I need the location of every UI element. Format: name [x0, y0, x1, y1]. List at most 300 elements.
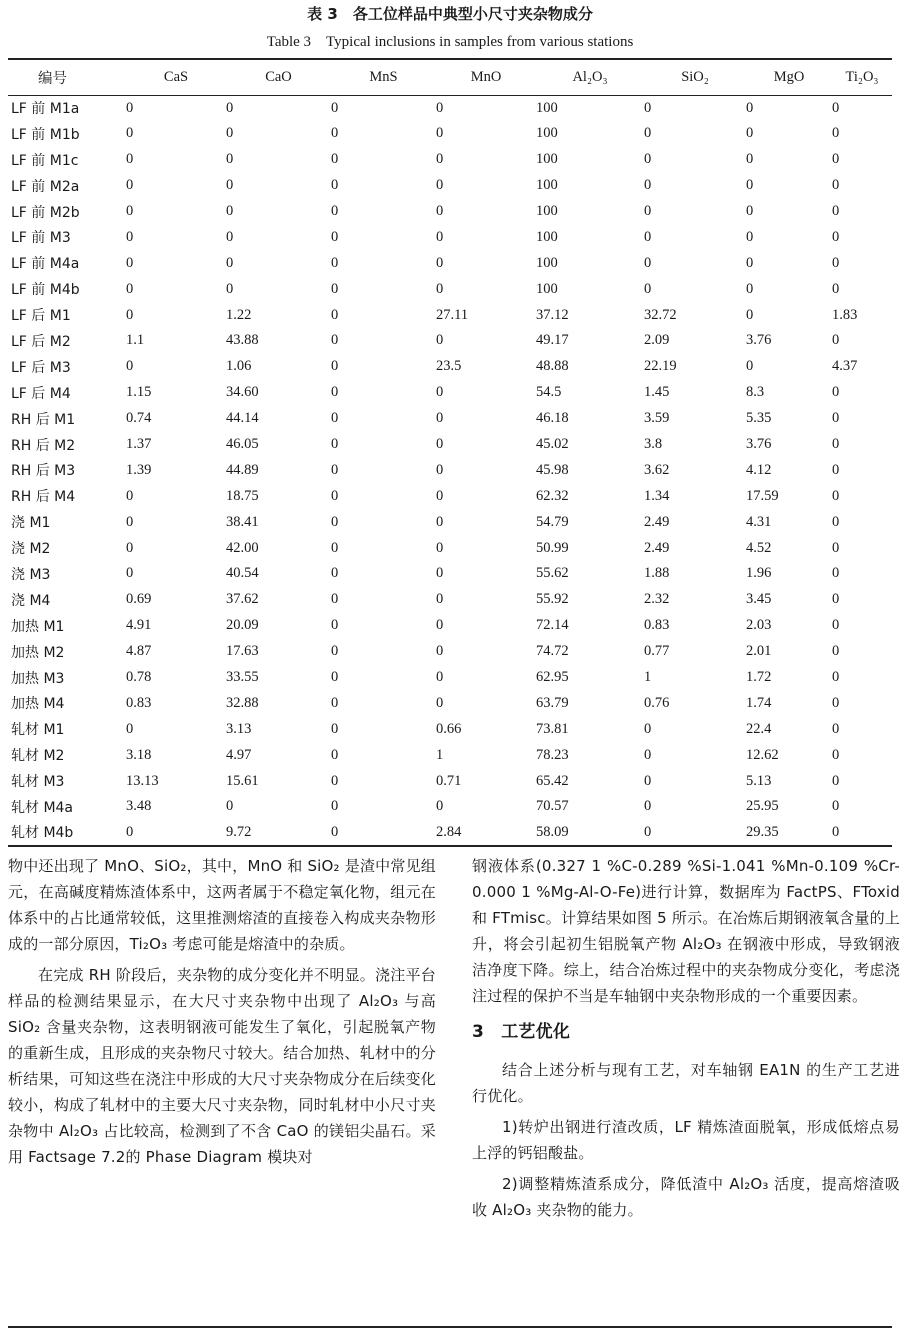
value-cell: 0 [226, 99, 234, 116]
value-cell: 3.76 [746, 332, 772, 349]
value-cell: 70.57 [536, 798, 569, 815]
table-row [8, 173, 892, 199]
value-cell: 0 [644, 99, 652, 116]
column-header: Al₂O₃ [536, 59, 644, 95]
value-cell: 100 [536, 177, 558, 194]
value-cell: 0 [331, 591, 339, 608]
value-cell: 0.69 [126, 591, 152, 608]
value-cell: 0 [226, 280, 234, 297]
value-cell: 5.35 [746, 410, 772, 427]
value-cell: 0 [226, 254, 234, 271]
value-cell: 2.09 [644, 332, 670, 349]
value-cell: 0.76 [644, 694, 670, 711]
value-cell: 0 [436, 669, 444, 686]
sample-id-cell: RH 后 M2 [11, 437, 76, 454]
value-cell: 0 [644, 820, 746, 846]
value-cell: 40.54 [226, 565, 259, 582]
value-cell: 0 [644, 798, 652, 815]
value-cell: 0 [832, 461, 840, 478]
value-cell: 9.72 [226, 820, 331, 846]
value-cell: 44.14 [226, 410, 259, 427]
value-cell: 2.49 [644, 539, 670, 556]
value-cell: 0 [832, 694, 840, 711]
value-cell: 1.74 [746, 694, 772, 711]
value-cell: 0 [331, 539, 339, 556]
table-row [8, 276, 892, 302]
value-cell: 0 [832, 772, 840, 789]
column-header: MnO [436, 59, 536, 95]
value-cell: 0 [331, 820, 436, 846]
value-cell: 0 [644, 228, 652, 245]
sample-id-cell: 轧材 M2 [11, 748, 65, 765]
column-header: CaS [126, 59, 226, 95]
value-cell: 0 [832, 720, 840, 737]
value-cell: 0 [226, 177, 234, 194]
value-cell: 0 [331, 228, 339, 245]
value-cell: 0 [644, 254, 652, 271]
sample-id-cell: 轧材 M4b [8, 820, 126, 846]
value-cell: 37.12 [536, 306, 569, 323]
value-cell: 0 [832, 436, 840, 453]
value-cell: 3.13 [226, 720, 252, 737]
value-cell: 0.78 [126, 669, 152, 686]
value-cell: 1.96 [746, 565, 772, 582]
value-cell: 0 [832, 254, 840, 271]
value-cell: 0 [331, 643, 339, 660]
table-row [8, 250, 892, 276]
table-row [8, 535, 892, 561]
value-cell: 33.55 [226, 669, 259, 686]
value-cell: 55.62 [536, 565, 569, 582]
value-cell: 0 [226, 798, 234, 815]
value-cell: 32.88 [226, 694, 259, 711]
value-cell: 0 [436, 617, 444, 634]
table-row [8, 224, 892, 250]
sample-id-cell: LF 前 M4a [11, 256, 80, 273]
value-cell: 37.62 [226, 591, 259, 608]
sample-id-cell: LF 前 M4b [11, 282, 80, 299]
value-cell: 5.13 [746, 772, 772, 789]
value-cell: 0 [436, 487, 444, 504]
value-cell: 2.49 [644, 513, 670, 530]
value-cell: 1.34 [644, 487, 670, 504]
value-cell: 0 [832, 99, 840, 116]
value-cell: 0 [832, 591, 840, 608]
table-caption-english: Table 3 Typical inclusions in samples from various stations [266, 34, 634, 50]
table-row [8, 121, 892, 147]
list-item: 2)调整精炼渣系成分，降低渣中 Al₂O₃ 活度，提高熔渣吸收 Al₂O₃ 夹杂物的能力。 [472, 1175, 900, 1219]
value-cell: 62.32 [536, 487, 569, 504]
value-cell: 0 [436, 125, 444, 142]
table-row [8, 432, 892, 458]
value-cell: 0 [746, 177, 754, 194]
value-cell: 0 [126, 306, 134, 323]
value-cell: 0 [832, 617, 840, 634]
value-cell: 0 [126, 720, 134, 737]
sample-id-cell: 浇 M2 [11, 541, 51, 558]
value-cell: 20.09 [226, 617, 259, 634]
sample-id-cell: 加热 M1 [11, 618, 65, 635]
value-cell: 38.41 [226, 513, 259, 530]
value-cell: 0 [832, 125, 840, 142]
value-cell: 0 [436, 203, 444, 219]
value-cell: 1.06 [226, 358, 252, 375]
value-cell: 0 [644, 177, 652, 194]
value-cell: 0 [832, 669, 840, 686]
value-cell: 0 [226, 228, 234, 245]
sample-id-cell: LF 后 M1 [11, 308, 71, 325]
table-row [8, 820, 892, 846]
value-cell: 0.74 [126, 410, 152, 427]
value-cell: 0 [331, 798, 339, 815]
value-cell: 0 [832, 820, 892, 846]
value-cell: 0 [832, 410, 840, 427]
value-cell: 0 [331, 461, 339, 478]
value-cell: 0 [331, 358, 339, 375]
sample-id-cell: 浇 M3 [11, 566, 51, 583]
value-cell: 0 [126, 539, 134, 556]
value-cell: 0 [436, 539, 444, 556]
value-cell: 45.98 [536, 461, 569, 478]
table-row [8, 690, 892, 716]
value-cell: 0 [331, 565, 339, 582]
value-cell: 63.79 [536, 694, 569, 711]
value-cell: 0 [126, 177, 134, 194]
table-row [8, 639, 892, 665]
column-header: CaO [226, 59, 331, 95]
value-cell: 3.8 [644, 436, 663, 453]
value-cell: 23.5 [436, 358, 462, 375]
value-cell: 4.97 [226, 746, 252, 763]
paragraph: 钢液体系(0.327 1 %C-0.289 %Si-1.041 %Mn-0.109 %Cr-0.000 1 %Mg-Al-O-Fe)进行计算，数据库为 FactPS、FToxid 和 FTmisc。计算结果如图 5 所示。在冶炼后期钢液氧含量的上升，将会引起初生铝脱氧产物 Al₂O₃ 在钢液中形成，导致钢液洁净度下降。综上，结合冶炼过程中的夹杂物成分变化，考虑浇注过程的保护不当是车轴钢中夹杂物形成的一个重要因素。 [472, 857, 900, 1005]
value-cell: 0 [832, 280, 840, 297]
table-row [8, 483, 892, 509]
sample-id-cell: LF 前 M1a [11, 101, 80, 118]
value-cell: 0 [331, 203, 339, 219]
table-row [8, 328, 892, 354]
value-cell: 0 [126, 254, 134, 271]
sample-id-cell: 轧材 M1 [11, 722, 65, 739]
paragraph: 在完成 RH 阶段后，夹杂物的成分变化并不明显。浇注平台样品的检测结果显示，在大尺寸夹杂物中出现了 Al₂O₃ 与高 SiO₂ 含量夹杂物，这表明钢液可能发生了氧化，引起脱氧产物的重新生成，且形成的夹杂物尺寸较大。结合加热、轧材中的分析结果，可知这些在浇注中形成的大尺寸夹杂物成分在后续变化较小，构成了轧材中的主要大尺寸夹杂物，同时轧材中小尺寸夹杂物中 Al₂O₃ 占比较高，检测到了不含 CaO 的镁铝尖晶石。采用 Factsage 7.2的 Phase Diagram 模块对 [8, 966, 436, 1166]
paragraph: 物中还出现了 MnO、SiO₂，其中，MnO 和 SiO₂ 是渣中常见组元，在高碱度精炼渣体系中，这两者属于不稳定氧化物，组元在体系中的占比通常较低，这里推测熔渣的直接卷入构成夹杂物形成的一部分原因，Ti₂O₃ 考虑可能是熔渣中的杂质。 [8, 857, 436, 953]
sample-id-cell: RH 后 M1 [11, 411, 76, 428]
value-cell: 100 [536, 254, 558, 271]
value-cell: 4.37 [832, 358, 858, 375]
value-cell: 0 [331, 410, 339, 427]
value-cell: 0 [644, 125, 652, 142]
value-cell: 0 [746, 358, 754, 375]
value-cell: 2.32 [644, 591, 670, 608]
value-cell: 0 [832, 487, 840, 504]
value-cell: 0 [331, 436, 339, 453]
column-header: MgO [746, 59, 832, 95]
value-cell: 100 [536, 99, 558, 116]
value-cell: 0 [331, 746, 339, 763]
value-cell: 0 [832, 151, 840, 168]
value-cell: 49.17 [536, 332, 569, 349]
value-cell: 48.88 [536, 358, 569, 375]
value-cell: 0 [436, 643, 444, 660]
value-cell: 100 [536, 125, 558, 142]
value-cell: 0 [436, 280, 444, 297]
value-cell: 17.59 [746, 487, 779, 504]
value-cell: 0 [126, 228, 134, 245]
value-cell: 0 [436, 151, 444, 168]
table-row [8, 613, 892, 639]
value-cell: 58.09 [536, 820, 644, 846]
value-cell: 0.83 [126, 694, 152, 711]
value-cell: 0 [644, 203, 652, 219]
value-cell: 0 [126, 820, 226, 846]
value-cell: 1 [436, 746, 444, 763]
value-cell: 0 [331, 332, 339, 349]
value-cell: 0 [746, 228, 754, 245]
value-cell: 0 [126, 203, 134, 219]
table-row [8, 742, 892, 768]
sample-id-cell: LF 后 M4 [11, 385, 71, 402]
value-cell: 1.83 [832, 306, 858, 323]
value-cell: 0 [436, 384, 444, 401]
value-cell: 1.39 [126, 461, 152, 478]
value-cell: 0 [746, 99, 754, 116]
value-cell: 0 [436, 461, 444, 478]
sample-id-cell: LF 前 M1c [11, 152, 79, 169]
value-cell: 0 [331, 151, 339, 168]
sample-id-cell: 浇 M1 [11, 515, 51, 532]
value-cell: 0 [331, 669, 339, 686]
value-cell: 3.62 [644, 461, 670, 478]
value-cell: 25.95 [746, 798, 779, 815]
table-header-row [8, 59, 892, 95]
value-cell: 0 [436, 332, 444, 349]
sample-id-cell: 加热 M2 [11, 644, 65, 661]
value-cell: 0.71 [436, 772, 462, 789]
value-cell: 22.4 [746, 720, 772, 737]
value-cell: 0 [832, 565, 840, 582]
value-cell: 43.88 [226, 332, 259, 349]
sample-id-cell: RH 后 M4 [11, 489, 76, 506]
value-cell: 42.00 [226, 539, 259, 556]
value-cell: 29.35 [746, 820, 832, 846]
table-row [8, 302, 892, 328]
column-header: MnS [331, 59, 436, 95]
sample-id-cell: LF 后 M3 [11, 359, 71, 376]
value-cell: 1.45 [644, 384, 670, 401]
value-cell: 0 [746, 203, 754, 219]
sample-id-cell: LF 前 M2a [11, 178, 80, 195]
table-row [8, 457, 892, 483]
value-cell: 0 [436, 565, 444, 582]
value-cell: 1.1 [126, 332, 145, 349]
table-row [8, 716, 892, 742]
sample-id-cell: LF 前 M3 [11, 230, 71, 247]
sample-id-cell: 浇 M4 [11, 592, 51, 609]
value-cell: 100 [536, 228, 558, 245]
table-row [8, 587, 892, 613]
table-row [8, 199, 892, 225]
table-row [8, 561, 892, 587]
value-cell: 34.60 [226, 384, 259, 401]
value-cell: 72.14 [536, 617, 569, 634]
value-cell: 0 [832, 513, 840, 530]
value-cell: 0 [126, 358, 134, 375]
value-cell: 0 [126, 280, 134, 297]
table-row [8, 768, 892, 794]
value-cell: 0 [331, 99, 339, 116]
value-cell: 4.87 [126, 643, 152, 660]
inclusion-composition-table [8, 58, 892, 847]
value-cell: 18.75 [226, 487, 259, 504]
value-cell: 0.77 [644, 643, 670, 660]
table-caption-chinese: 表 3 各工位样品中典型小尺寸夹杂物成分 [307, 5, 593, 23]
sample-id-cell: 轧材 M4a [11, 799, 74, 816]
value-cell: 0 [331, 487, 339, 504]
value-cell: 3.45 [746, 591, 772, 608]
value-cell: 0 [746, 254, 754, 271]
table-row [8, 794, 892, 820]
value-cell: 0 [226, 151, 234, 168]
value-cell: 0 [746, 306, 754, 323]
table-row [8, 95, 892, 121]
sample-id-cell: LF 前 M2b [11, 204, 80, 221]
value-cell: 0 [436, 99, 444, 116]
value-cell: 0 [746, 280, 754, 297]
value-cell: 0 [644, 720, 652, 737]
value-cell: 4.91 [126, 617, 152, 634]
value-cell: 0 [331, 177, 339, 194]
value-cell: 2.01 [746, 643, 772, 660]
value-cell: 0 [331, 513, 339, 530]
value-cell: 46.05 [226, 436, 259, 453]
value-cell: 0 [126, 151, 134, 168]
value-cell: 0 [436, 228, 444, 245]
value-cell: 1.72 [746, 669, 772, 686]
body-right-column [472, 853, 900, 1223]
value-cell: 0 [331, 280, 339, 297]
value-cell: 15.61 [226, 772, 259, 789]
value-cell: 0 [436, 798, 444, 815]
sample-id-cell: RH 后 M3 [11, 463, 76, 480]
value-cell: 13.13 [126, 772, 159, 789]
sample-id-cell: 加热 M4 [11, 696, 65, 713]
bottom-rule [8, 1326, 892, 1328]
value-cell: 45.02 [536, 436, 569, 453]
value-cell: 0 [126, 487, 134, 504]
value-cell: 0 [644, 772, 652, 789]
value-cell: 0 [746, 151, 754, 168]
body-left-column [8, 853, 436, 1170]
value-cell: 0 [832, 177, 840, 194]
value-cell: 0 [832, 332, 840, 349]
value-cell: 0 [331, 125, 339, 142]
value-cell: 65.42 [536, 772, 569, 789]
value-cell: 0 [126, 513, 134, 530]
value-cell: 54.79 [536, 513, 569, 530]
value-cell: 0 [644, 746, 652, 763]
value-cell: 4.52 [746, 539, 772, 556]
table-row [8, 406, 892, 432]
value-cell: 8.3 [746, 384, 765, 401]
table-row [8, 665, 892, 691]
value-cell: 50.99 [536, 539, 569, 556]
value-cell: 0 [331, 306, 339, 323]
value-cell: 0 [436, 513, 444, 530]
value-cell: 0 [436, 177, 444, 194]
value-cell: 100 [536, 151, 558, 168]
value-cell: 0 [331, 384, 339, 401]
value-cell: 0 [436, 436, 444, 453]
table-row [8, 380, 892, 406]
value-cell: 0 [331, 694, 339, 711]
value-cell: 0 [331, 720, 339, 737]
value-cell: 2.03 [746, 617, 772, 634]
table-row [8, 147, 892, 173]
value-cell: 4.12 [746, 461, 772, 478]
value-cell: 2.84 [436, 820, 536, 846]
value-cell: 100 [536, 203, 558, 219]
column-header: Ti₂O₃ [832, 59, 892, 95]
paragraph: 结合上述分析与现有工艺，对车轴钢 EA1N 的生产工艺进行优化。 [472, 1061, 900, 1105]
value-cell: 0 [644, 280, 652, 297]
value-cell: 0 [436, 694, 444, 711]
value-cell: 0 [436, 410, 444, 427]
value-cell: 0 [832, 539, 840, 556]
value-cell: 0 [746, 125, 754, 142]
value-cell: 0 [331, 772, 339, 789]
sample-id-cell: LF 后 M2 [11, 333, 71, 350]
value-cell: 0 [126, 125, 134, 142]
value-cell: 0 [832, 384, 840, 401]
value-cell: 4.31 [746, 513, 772, 530]
column-header: SiO₂ [644, 59, 746, 95]
value-cell: 62.95 [536, 669, 569, 686]
value-cell: 32.72 [644, 306, 677, 323]
sample-id-cell: LF 前 M1b [11, 126, 80, 143]
value-cell: 0.83 [644, 617, 670, 634]
value-cell: 1.37 [126, 436, 152, 453]
value-cell: 100 [536, 280, 558, 297]
value-cell: 0 [126, 99, 134, 116]
value-cell: 17.63 [226, 643, 259, 660]
value-cell: 0 [832, 746, 840, 763]
value-cell: 3.18 [126, 746, 152, 763]
value-cell: 55.92 [536, 591, 569, 608]
value-cell: 0 [832, 798, 840, 815]
value-cell: 0 [331, 254, 339, 271]
column-header: 编号 [8, 59, 126, 95]
value-cell: 0 [226, 125, 234, 142]
value-cell: 27.11 [436, 306, 469, 323]
value-cell: 0 [436, 591, 444, 608]
value-cell: 3.76 [746, 436, 772, 453]
value-cell: 44.89 [226, 461, 259, 478]
value-cell: 3.59 [644, 410, 670, 427]
value-cell: 1.88 [644, 565, 670, 582]
value-cell: 46.18 [536, 410, 569, 427]
section-title: 3 工艺优化 [472, 1022, 571, 1042]
value-cell: 78.23 [536, 746, 569, 763]
value-cell: 0 [331, 617, 339, 634]
value-cell: 12.62 [746, 746, 779, 763]
value-cell: 1 [644, 669, 652, 686]
list-item: 1)转炉出钢进行渣改质，LF 精炼渣面脱氧，形成低熔点易上浮的钙铝酸盐。 [472, 1118, 900, 1162]
value-cell: 0 [832, 228, 840, 245]
value-cell: 3.48 [126, 798, 152, 815]
value-cell: 1.22 [226, 306, 252, 323]
sample-id-cell: 加热 M3 [11, 670, 65, 687]
table-body [8, 95, 892, 846]
value-cell: 1.15 [126, 384, 152, 401]
